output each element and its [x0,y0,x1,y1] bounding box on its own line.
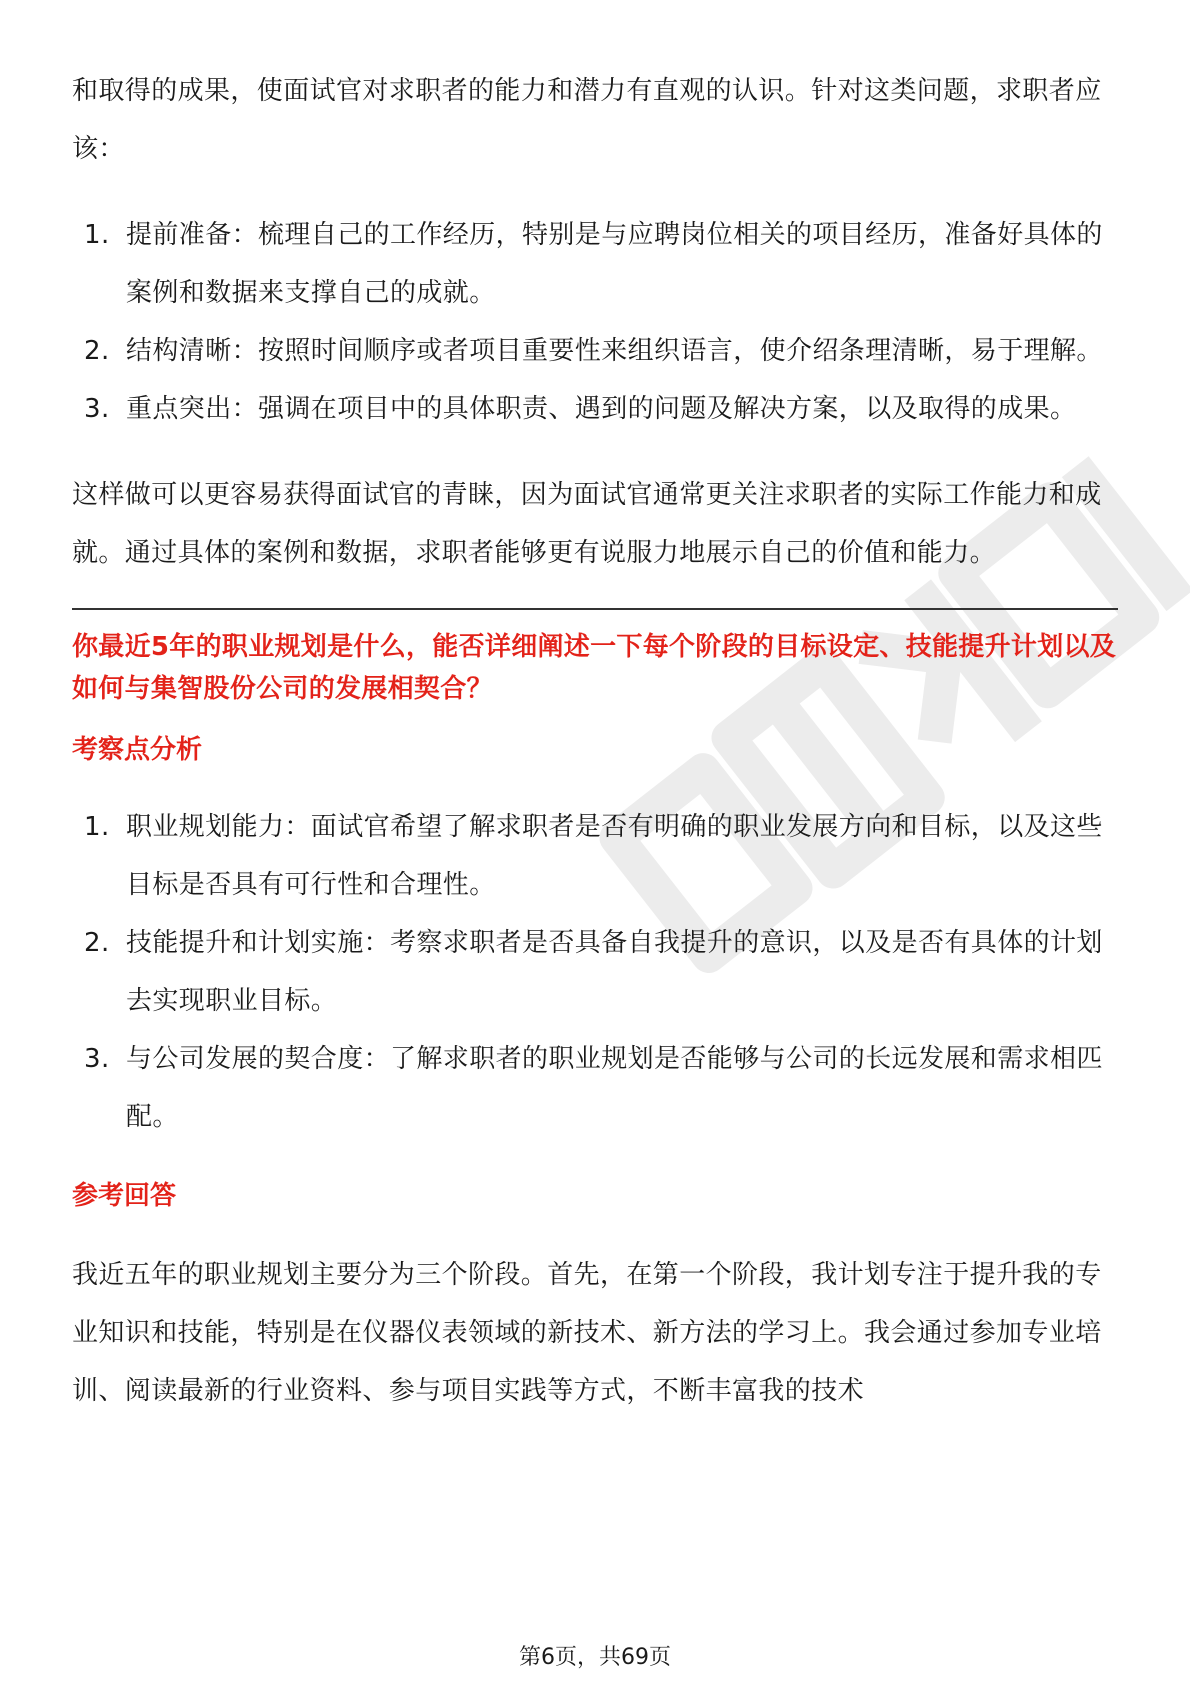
list-item [72,1030,1118,1146]
list-item [72,206,1118,322]
page-number: 第6页，共69页 [519,1645,671,1670]
list-item [72,914,1118,1030]
list-item [72,322,1118,380]
analysis-list [72,798,1118,1146]
summary-paragraph: 这样做可以更容易获得面试官的青睐，因为面试官通常更关注求职者的实际工作能力和成就。通过具体的案例和数据，求职者能够更有说服力地展示自己的价值和能力。 [72,480,1102,568]
intro-paragraph: 和取得的成果，使面试官对求职者的能力和潜力有直观的认识。针对这类问题，求职者应该： [72,76,1102,164]
document-page [72,62,1118,1420]
list-text: 结构清晰：按照时间顺序或者项目重要性来组织语言，使介绍条理清晰，易于理解。 [126,336,1103,366]
interview-question: 你最近5年的职业规划是什么，能否详细阐述一下每个阶段的目标设定、技能提升计划以及如何与集智股份公司的发展相契合？ [72,632,1117,704]
list-text: 职业规划能力：面试官希望了解求职者是否有明确的职业发展方向和目标，以及这些目标是否具有可行性和合理性。 [126,812,1103,900]
preparation-list [72,206,1118,438]
list-text: 技能提升和计划实施：考察求职者是否具备自我提升的意识，以及是否有具体的计划去实现职业目标。 [126,928,1103,1016]
answer-paragraph: 我近五年的职业规划主要分为三个阶段。首先，在第一个阶段，我计划专注于提升我的专业知识和技能，特别是在仪器仪表领域的新技术、新方法的学习上。我会通过参加专业培训、阅读最新的行业资料、参与项目实践等方式，不断丰富我的技术 [72,1260,1102,1406]
list-number: 2. [84,928,110,958]
list-text: 提前准备：梳理自己的工作经历，特别是与应聘岗位相关的项目经历，准备好具体的案例和数据来支撑自己的成就。 [126,220,1103,308]
list-item [72,798,1118,914]
list-text: 与公司发展的契合度：了解求职者的职业规划是否能够与公司的长远发展和需求相匹配。 [126,1044,1103,1132]
list-number: 1. [84,812,110,842]
list-number: 3. [84,394,110,424]
list-item [72,380,1118,438]
answer-heading: 参考回答 [72,1181,177,1211]
list-text: 重点突出：强调在项目中的具体职责、遇到的问题及解决方案，以及取得的成果。 [126,394,1077,424]
list-number: 2. [84,336,110,366]
list-number: 3. [84,1044,110,1074]
list-number: 1. [84,220,110,250]
analysis-heading: 考察点分析 [72,735,203,765]
